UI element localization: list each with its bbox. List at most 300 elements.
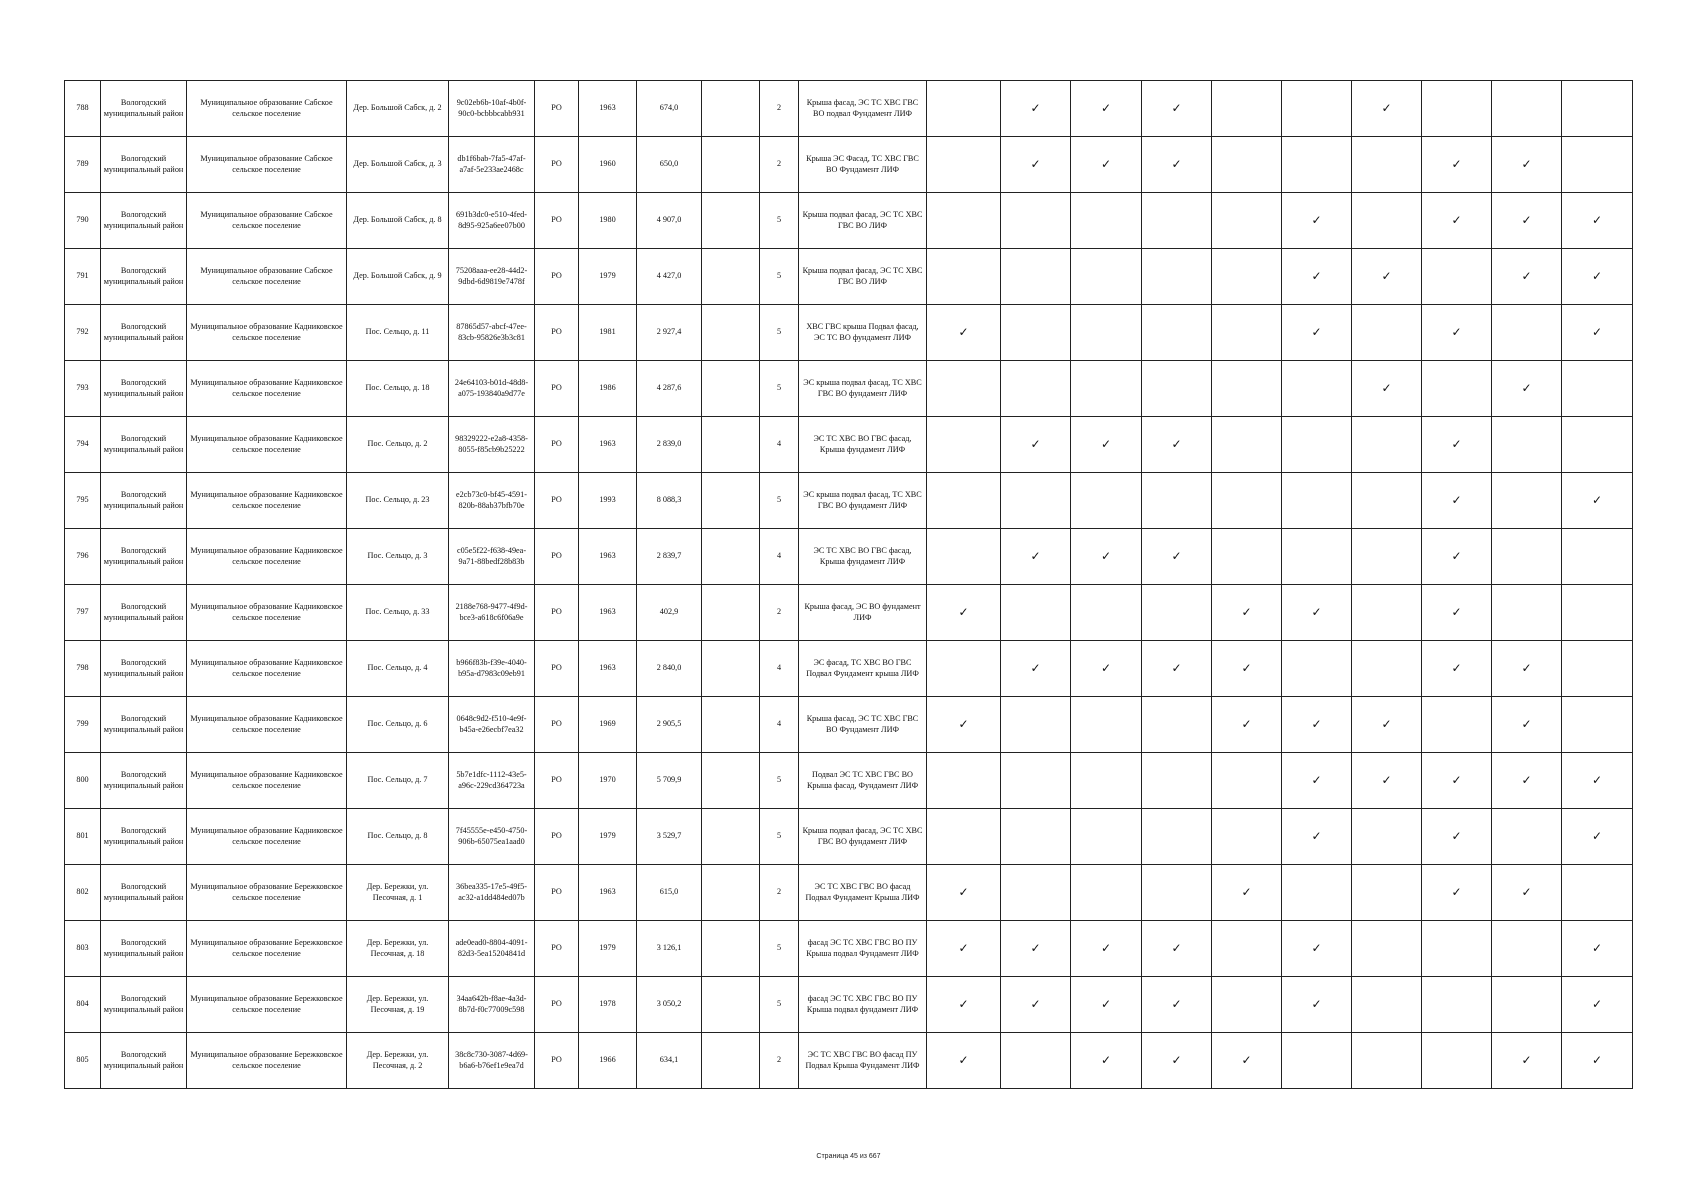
check-mark-icon: ✓ (1282, 249, 1352, 305)
planned-works: Подвал ЭС ТС ХВС ГВС ВО Крыша фасад, Фундамент ЛИФ (799, 753, 927, 809)
work-type-cell (1001, 473, 1071, 529)
district-name: Вологодский муниципальный район (101, 865, 187, 921)
total-area: 4 427,0 (637, 249, 702, 305)
work-type-cell (1562, 361, 1633, 417)
build-year: 1979 (579, 921, 637, 977)
municipality-name: Муниципальное образование Бережковское сельское поселение (187, 1033, 347, 1089)
build-year: 1970 (579, 753, 637, 809)
work-type-cell (1562, 81, 1633, 137)
building-guid: e2cb73c0-bf45-4591-820b-88ab37bfb70e (449, 473, 535, 529)
work-type-cell (927, 193, 1001, 249)
row-number: 790 (65, 193, 101, 249)
work-type-cell (1212, 753, 1282, 809)
work-type-cell (1071, 585, 1142, 641)
empty-cell (702, 81, 760, 137)
program-code: РО (535, 697, 579, 753)
total-area: 2 840,0 (637, 641, 702, 697)
program-code: РО (535, 529, 579, 585)
empty-cell (702, 305, 760, 361)
district-name: Вологодский муниципальный район (101, 529, 187, 585)
municipality-name: Муниципальное образование Бережковское сельское поселение (187, 977, 347, 1033)
work-type-cell (927, 81, 1001, 137)
municipality-name: Муниципальное образование Кадниковское сельское поселение (187, 753, 347, 809)
address: Дер. Бережки, ул. Песочная, д. 18 (347, 921, 449, 977)
total-area: 4 287,6 (637, 361, 702, 417)
row-number: 795 (65, 473, 101, 529)
floors-count: 2 (760, 81, 799, 137)
work-type-cell (1001, 865, 1071, 921)
floors-count: 5 (760, 193, 799, 249)
work-type-cell (927, 361, 1001, 417)
build-year: 1960 (579, 137, 637, 193)
check-mark-icon: ✓ (1422, 529, 1492, 585)
work-type-cell (1492, 977, 1562, 1033)
check-mark-icon: ✓ (1492, 641, 1562, 697)
municipality-name: Муниципальное образование Бережковское сельское поселение (187, 865, 347, 921)
building-guid: 7f45555e-e450-4750-906b-65075ea1aad0 (449, 809, 535, 865)
table-row (65, 809, 1633, 865)
check-mark-icon: ✓ (1001, 137, 1071, 193)
table-row (65, 753, 1633, 809)
total-area: 615,0 (637, 865, 702, 921)
work-type-cell (927, 249, 1001, 305)
work-type-cell (1212, 137, 1282, 193)
check-mark-icon: ✓ (1001, 417, 1071, 473)
row-number: 803 (65, 921, 101, 977)
work-type-cell (1071, 753, 1142, 809)
check-mark-icon: ✓ (1001, 921, 1071, 977)
district-name: Вологодский муниципальный район (101, 361, 187, 417)
empty-cell (702, 641, 760, 697)
work-type-cell (1422, 81, 1492, 137)
check-mark-icon: ✓ (1422, 753, 1492, 809)
building-guid: 691b3dc0-e510-4fed-8d95-925a6ee07b00 (449, 193, 535, 249)
municipality-name: Муниципальное образование Кадниковское сельское поселение (187, 529, 347, 585)
work-type-cell (1212, 249, 1282, 305)
district-name: Вологодский муниципальный район (101, 641, 187, 697)
check-mark-icon: ✓ (927, 305, 1001, 361)
work-type-cell (1562, 417, 1633, 473)
check-mark-icon: ✓ (1422, 865, 1492, 921)
work-type-cell (1001, 249, 1071, 305)
district-name: Вологодский муниципальный район (101, 809, 187, 865)
work-type-cell (1562, 137, 1633, 193)
empty-cell (702, 473, 760, 529)
check-mark-icon: ✓ (1282, 697, 1352, 753)
total-area: 650,0 (637, 137, 702, 193)
program-code: РО (535, 977, 579, 1033)
check-mark-icon: ✓ (1492, 249, 1562, 305)
total-area: 2 839,0 (637, 417, 702, 473)
work-type-cell (927, 641, 1001, 697)
address: Дер. Большой Сабск, д. 2 (347, 81, 449, 137)
planned-works: Крыша фасад, ЭС ТС ХВС ГВС ВО подвал Фундамент ЛИФ (799, 81, 927, 137)
address: Дер. Бережки, ул. Песочная, д. 19 (347, 977, 449, 1033)
planned-works: ЭС крыша подвал фасад, ТС ХВС ГВС ВО фундамент ЛИФ (799, 361, 927, 417)
check-mark-icon: ✓ (1001, 81, 1071, 137)
work-type-cell (1001, 361, 1071, 417)
build-year: 1978 (579, 977, 637, 1033)
total-area: 2 905,5 (637, 697, 702, 753)
check-mark-icon: ✓ (1422, 417, 1492, 473)
planned-works: ХВС ГВС крыша Подвал фасад, ЭС ТС ВО фундамент ЛИФ (799, 305, 927, 361)
work-type-cell (1001, 193, 1071, 249)
empty-cell (702, 697, 760, 753)
building-guid: 34aa642b-f8ae-4a3d-8b7d-f0c77009c598 (449, 977, 535, 1033)
check-mark-icon: ✓ (1422, 137, 1492, 193)
total-area: 402,9 (637, 585, 702, 641)
address: Пос. Сельцо, д. 18 (347, 361, 449, 417)
table-row (65, 529, 1633, 585)
address: Пос. Сельцо, д. 6 (347, 697, 449, 753)
total-area: 634,1 (637, 1033, 702, 1089)
municipality-name: Муниципальное образование Кадниковское сельское поселение (187, 641, 347, 697)
work-type-cell (1492, 529, 1562, 585)
building-guid: 9c02eb6b-10af-4b0f-90c0-bcbbbcabb931 (449, 81, 535, 137)
row-number: 798 (65, 641, 101, 697)
work-type-cell (1142, 305, 1212, 361)
empty-cell (702, 585, 760, 641)
planned-works: Крыша ЭС Фасад, ТС ХВС ГВС ВО Фундамент ЛИФ (799, 137, 927, 193)
work-type-cell (1352, 193, 1422, 249)
check-mark-icon: ✓ (1352, 361, 1422, 417)
work-type-cell (1352, 1033, 1422, 1089)
check-mark-icon: ✓ (1562, 977, 1633, 1033)
work-type-cell (1212, 921, 1282, 977)
work-type-cell (1352, 977, 1422, 1033)
work-type-cell (1282, 473, 1352, 529)
planned-works: ЭС ТС ХВС ГВС ВО фасад ПУ Подвал Крыша Фундамент ЛИФ (799, 1033, 927, 1089)
check-mark-icon: ✓ (1071, 1033, 1142, 1089)
work-type-cell (1071, 809, 1142, 865)
check-mark-icon: ✓ (927, 977, 1001, 1033)
work-type-cell (1001, 585, 1071, 641)
total-area: 3 529,7 (637, 809, 702, 865)
work-type-cell (1142, 865, 1212, 921)
work-type-cell (1142, 697, 1212, 753)
work-type-cell (927, 473, 1001, 529)
work-type-cell (1492, 305, 1562, 361)
row-number: 800 (65, 753, 101, 809)
planned-works: Крыша подвал фасад, ЭС ТС ХВС ГВС ВО ЛИФ (799, 249, 927, 305)
check-mark-icon: ✓ (927, 1033, 1001, 1089)
floors-count: 5 (760, 753, 799, 809)
district-name: Вологодский муниципальный район (101, 137, 187, 193)
district-name: Вологодский муниципальный район (101, 697, 187, 753)
check-mark-icon: ✓ (1422, 193, 1492, 249)
address: Пос. Сельцо, д. 2 (347, 417, 449, 473)
check-mark-icon: ✓ (1562, 921, 1633, 977)
table-row (65, 81, 1633, 137)
check-mark-icon: ✓ (1492, 753, 1562, 809)
total-area: 674,0 (637, 81, 702, 137)
empty-cell (702, 249, 760, 305)
district-name: Вологодский муниципальный район (101, 305, 187, 361)
municipality-name: Муниципальное образование Кадниковское сельское поселение (187, 697, 347, 753)
work-type-cell (1422, 921, 1492, 977)
municipality-name: Муниципальное образование Бережковское сельское поселение (187, 921, 347, 977)
build-year: 1963 (579, 865, 637, 921)
program-code: РО (535, 361, 579, 417)
district-name: Вологодский муниципальный район (101, 249, 187, 305)
municipality-name: Муниципальное образование Кадниковское сельское поселение (187, 361, 347, 417)
empty-cell (702, 417, 760, 473)
work-type-cell (1071, 305, 1142, 361)
work-type-cell (1352, 585, 1422, 641)
district-name: Вологодский муниципальный район (101, 193, 187, 249)
check-mark-icon: ✓ (1562, 193, 1633, 249)
total-area: 4 907,0 (637, 193, 702, 249)
planned-works: ЭС крыша подвал фасад, ТС ХВС ГВС ВО фундамент ЛИФ (799, 473, 927, 529)
table-row (65, 865, 1633, 921)
check-mark-icon: ✓ (927, 585, 1001, 641)
program-code: РО (535, 249, 579, 305)
work-type-cell (1212, 305, 1282, 361)
work-type-cell (1071, 361, 1142, 417)
work-type-cell (1212, 81, 1282, 137)
floors-count: 5 (760, 977, 799, 1033)
work-type-cell (1492, 417, 1562, 473)
build-year: 1963 (579, 641, 637, 697)
work-type-cell (1492, 473, 1562, 529)
planned-works: Крыша подвал фасад, ЭС ТС ХВС ГВС ВО фундамент ЛИФ (799, 809, 927, 865)
check-mark-icon: ✓ (927, 697, 1001, 753)
work-type-cell (1212, 529, 1282, 585)
floors-count: 2 (760, 137, 799, 193)
check-mark-icon: ✓ (1212, 865, 1282, 921)
check-mark-icon: ✓ (927, 865, 1001, 921)
building-guid: 75208aaa-ee28-44d2-9dbd-6d9819e7478f (449, 249, 535, 305)
program-code: РО (535, 305, 579, 361)
work-type-cell (1001, 697, 1071, 753)
table-row (65, 585, 1633, 641)
work-type-cell (927, 809, 1001, 865)
build-year: 1980 (579, 193, 637, 249)
district-name: Вологодский муниципальный район (101, 81, 187, 137)
total-area: 8 088,3 (637, 473, 702, 529)
work-type-cell (1492, 81, 1562, 137)
row-number: 805 (65, 1033, 101, 1089)
table-row (65, 641, 1633, 697)
work-type-cell (1001, 753, 1071, 809)
check-mark-icon: ✓ (1282, 977, 1352, 1033)
work-type-cell (1422, 249, 1492, 305)
build-year: 1993 (579, 473, 637, 529)
total-area: 2 927,4 (637, 305, 702, 361)
check-mark-icon: ✓ (1352, 81, 1422, 137)
table-row (65, 305, 1633, 361)
check-mark-icon: ✓ (1001, 977, 1071, 1033)
floors-count: 5 (760, 473, 799, 529)
work-type-cell (1071, 697, 1142, 753)
work-type-cell (1142, 753, 1212, 809)
row-number: 792 (65, 305, 101, 361)
check-mark-icon: ✓ (1071, 977, 1142, 1033)
planned-works: ЭС ТС ХВС ГВС ВО фасад Подвал Фундамент Крыша ЛИФ (799, 865, 927, 921)
empty-cell (702, 193, 760, 249)
program-code: РО (535, 585, 579, 641)
check-mark-icon: ✓ (1071, 137, 1142, 193)
program-code: РО (535, 865, 579, 921)
check-mark-icon: ✓ (1142, 977, 1212, 1033)
check-mark-icon: ✓ (1282, 305, 1352, 361)
check-mark-icon: ✓ (1212, 641, 1282, 697)
check-mark-icon: ✓ (1422, 305, 1492, 361)
address: Дер. Большой Сабск, д. 9 (347, 249, 449, 305)
address: Пос. Сельцо, д. 23 (347, 473, 449, 529)
building-guid: c05e5f22-f638-49ea-9a71-88bedf28b83b (449, 529, 535, 585)
check-mark-icon: ✓ (1562, 753, 1633, 809)
program-code: РО (535, 137, 579, 193)
table-row (65, 921, 1633, 977)
address: Дер. Большой Сабск, д. 8 (347, 193, 449, 249)
work-type-cell (1562, 865, 1633, 921)
check-mark-icon: ✓ (1071, 417, 1142, 473)
check-mark-icon: ✓ (1562, 249, 1633, 305)
program-code: РО (535, 1033, 579, 1089)
work-type-cell (1282, 361, 1352, 417)
check-mark-icon: ✓ (1212, 585, 1282, 641)
check-mark-icon: ✓ (1492, 137, 1562, 193)
work-type-cell (1562, 641, 1633, 697)
address: Пос. Сельцо, д. 4 (347, 641, 449, 697)
work-type-cell (927, 753, 1001, 809)
work-type-cell (1422, 697, 1492, 753)
municipality-name: Муниципальное образование Кадниковское сельское поселение (187, 473, 347, 529)
program-code: РО (535, 81, 579, 137)
row-number: 794 (65, 417, 101, 473)
municipality-name: Муниципальное образование Кадниковское сельское поселение (187, 305, 347, 361)
work-type-cell (1212, 977, 1282, 1033)
check-mark-icon: ✓ (1352, 697, 1422, 753)
build-year: 1966 (579, 1033, 637, 1089)
page-number: Страница 45 из 667 (816, 1153, 881, 1160)
empty-cell (702, 529, 760, 585)
check-mark-icon: ✓ (1071, 921, 1142, 977)
building-guid: db1f6bab-7fa5-47af-a7af-5e233ae2468c (449, 137, 535, 193)
work-type-cell (1352, 865, 1422, 921)
housing-registry-table (64, 80, 1633, 1089)
row-number: 801 (65, 809, 101, 865)
district-name: Вологодский муниципальный район (101, 473, 187, 529)
work-type-cell (1492, 921, 1562, 977)
work-type-cell (1282, 1033, 1352, 1089)
work-type-cell (1422, 1033, 1492, 1089)
work-type-cell (1212, 473, 1282, 529)
check-mark-icon: ✓ (1142, 81, 1212, 137)
building-guid: ade0ead0-8804-4091-82d3-5ea15204841d (449, 921, 535, 977)
table-row (65, 977, 1633, 1033)
check-mark-icon: ✓ (1142, 1033, 1212, 1089)
check-mark-icon: ✓ (1352, 753, 1422, 809)
work-type-cell (1282, 417, 1352, 473)
check-mark-icon: ✓ (1562, 809, 1633, 865)
work-type-cell (1282, 529, 1352, 585)
check-mark-icon: ✓ (1492, 1033, 1562, 1089)
building-guid: 24e64103-b01d-48d8-a075-193840a9d77e (449, 361, 535, 417)
check-mark-icon: ✓ (1282, 585, 1352, 641)
work-type-cell (1142, 361, 1212, 417)
district-name: Вологодский муниципальный район (101, 977, 187, 1033)
floors-count: 5 (760, 305, 799, 361)
floors-count: 5 (760, 809, 799, 865)
empty-cell (702, 977, 760, 1033)
program-code: РО (535, 473, 579, 529)
program-code: РО (535, 193, 579, 249)
building-guid: 5b7e1dfc-1112-43e5-a96c-229cd364723a (449, 753, 535, 809)
check-mark-icon: ✓ (1422, 641, 1492, 697)
check-mark-icon: ✓ (1001, 529, 1071, 585)
table-row (65, 1033, 1633, 1089)
table-row (65, 417, 1633, 473)
floors-count: 2 (760, 1033, 799, 1089)
table-row (65, 249, 1633, 305)
program-code: РО (535, 753, 579, 809)
program-code: РО (535, 809, 579, 865)
work-type-cell (927, 529, 1001, 585)
program-code: РО (535, 641, 579, 697)
work-type-cell (1352, 305, 1422, 361)
work-type-cell (927, 137, 1001, 193)
row-number: 797 (65, 585, 101, 641)
work-type-cell (1142, 585, 1212, 641)
address: Пос. Сельцо, д. 11 (347, 305, 449, 361)
empty-cell (702, 1033, 760, 1089)
building-guid: 87865d57-abcf-47ee-83cb-95826e3b3c81 (449, 305, 535, 361)
check-mark-icon: ✓ (1282, 753, 1352, 809)
row-number: 802 (65, 865, 101, 921)
check-mark-icon: ✓ (1001, 641, 1071, 697)
work-type-cell (1352, 921, 1422, 977)
table-row (65, 361, 1633, 417)
row-number: 788 (65, 81, 101, 137)
work-type-cell (1352, 137, 1422, 193)
building-guid: 98329222-e2a8-4358-8055-f85cb9b25222 (449, 417, 535, 473)
total-area: 5 709,9 (637, 753, 702, 809)
build-year: 1986 (579, 361, 637, 417)
program-code: РО (535, 417, 579, 473)
check-mark-icon: ✓ (1492, 361, 1562, 417)
municipality-name: Муниципальное образование Сабское сельское поселение (187, 249, 347, 305)
check-mark-icon: ✓ (1071, 529, 1142, 585)
work-type-cell (1282, 641, 1352, 697)
building-guid: 38c8c730-3087-4d69-b6a6-b76ef1e9ea7d (449, 1033, 535, 1089)
table-row (65, 193, 1633, 249)
check-mark-icon: ✓ (1282, 921, 1352, 977)
check-mark-icon: ✓ (1071, 81, 1142, 137)
build-year: 1969 (579, 697, 637, 753)
work-type-cell (1282, 865, 1352, 921)
total-area: 3 126,1 (637, 921, 702, 977)
check-mark-icon: ✓ (1422, 473, 1492, 529)
work-type-cell (1071, 193, 1142, 249)
work-type-cell (1142, 249, 1212, 305)
work-type-cell (1142, 809, 1212, 865)
empty-cell (702, 809, 760, 865)
address: Пос. Сельцо, д. 7 (347, 753, 449, 809)
work-type-cell (1212, 193, 1282, 249)
planned-works: Крыша фасад, ЭС ТС ХВС ГВС ВО Фундамент ЛИФ (799, 697, 927, 753)
planned-works: Крыша подвал фасад, ЭС ТС ХВС ГВС ВО ЛИФ (799, 193, 927, 249)
address: Пос. Сельцо, д. 3 (347, 529, 449, 585)
row-number: 804 (65, 977, 101, 1033)
address: Дер. Большой Сабск, д. 3 (347, 137, 449, 193)
check-mark-icon: ✓ (927, 921, 1001, 977)
municipality-name: Муниципальное образование Кадниковское сельское поселение (187, 417, 347, 473)
check-mark-icon: ✓ (1562, 1033, 1633, 1089)
check-mark-icon: ✓ (1212, 697, 1282, 753)
check-mark-icon: ✓ (1562, 473, 1633, 529)
